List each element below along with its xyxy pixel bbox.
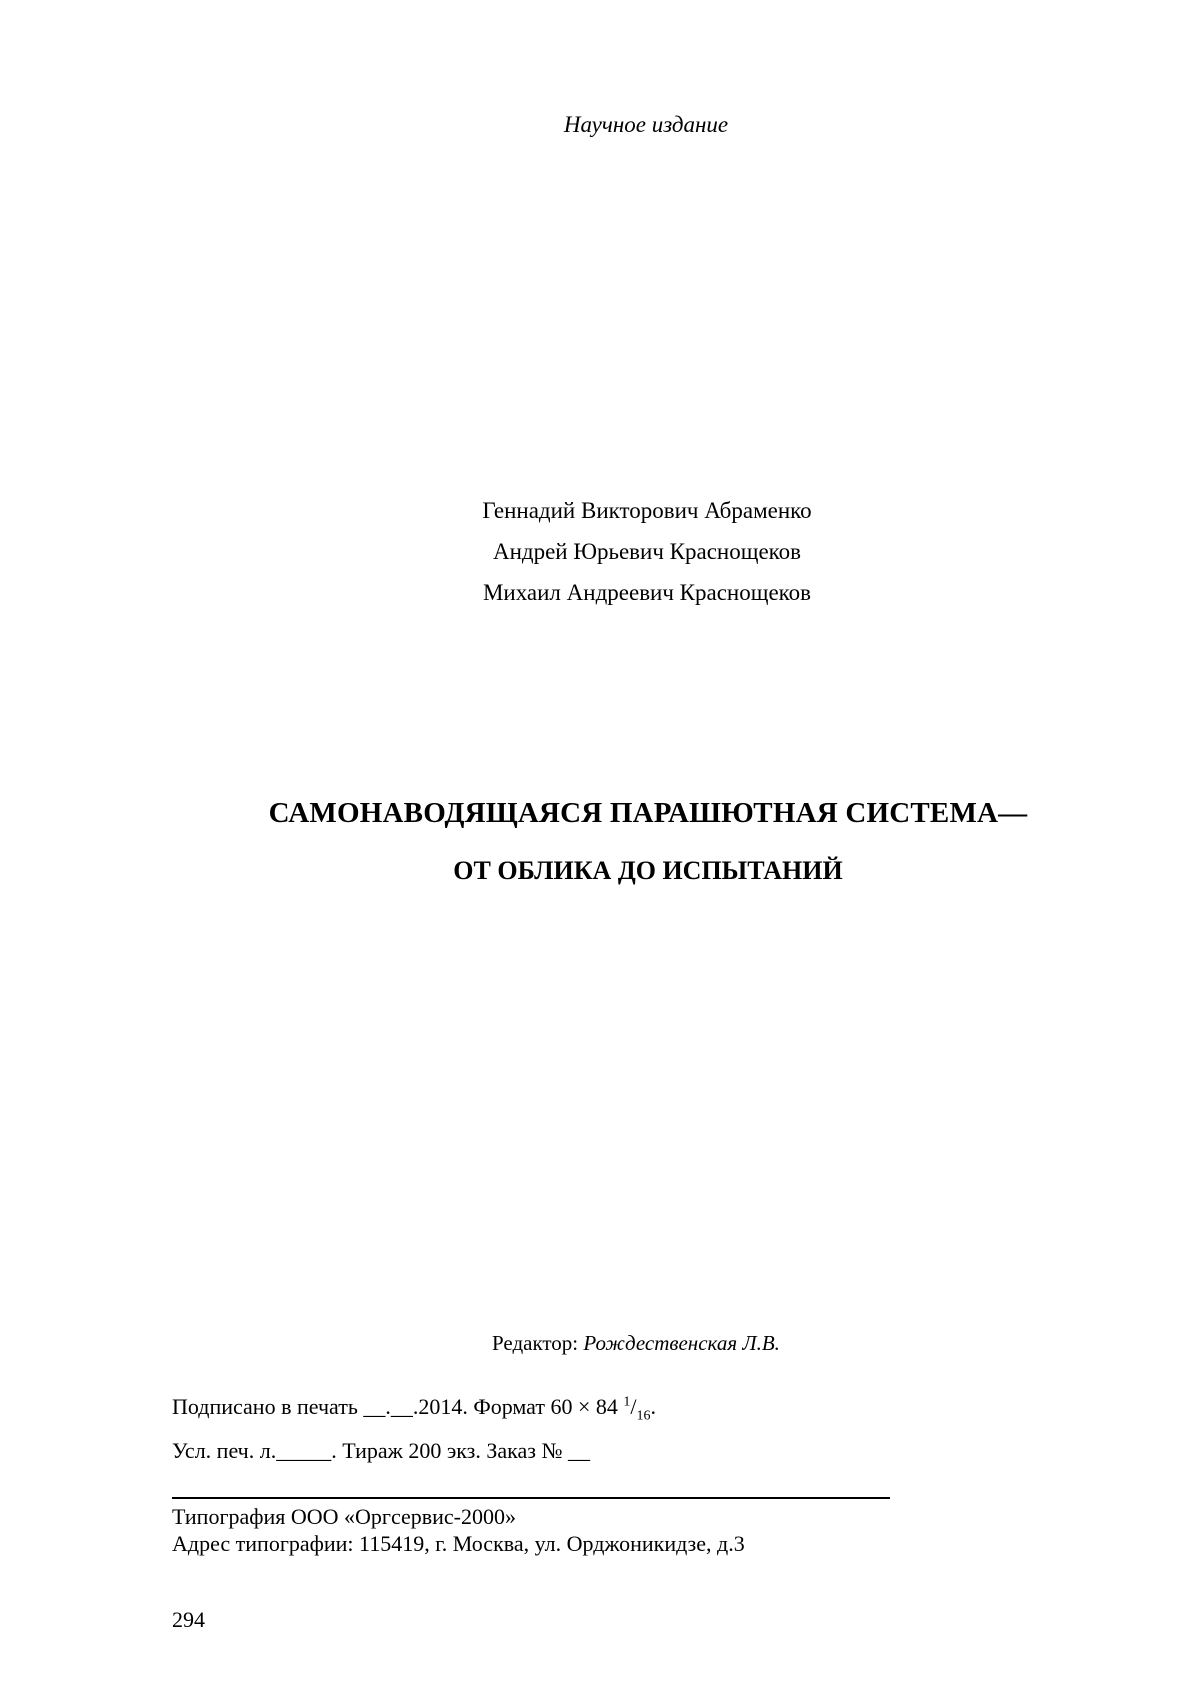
book-title-line-1: САМОНАВОДЯЩАЯСЯ ПАРАШЮТНАЯ СИСТЕМА—: [268, 797, 1028, 829]
page-number: 294: [172, 1607, 205, 1632]
divider-line: [172, 1497, 890, 1499]
author-name: Михаил Андреевич Краснощеков: [482, 580, 812, 605]
author-list: [0, 490, 1200, 613]
imprint-signed-text: Подписано в печать __.__.2014. Формат 60 × 84: [172, 1394, 624, 1419]
format-slash: /: [630, 1394, 637, 1419]
imprint-print-run: Усл. печ. л._____. Тираж 200 экз. Заказ № __: [172, 1438, 590, 1463]
format-denominator: 16: [636, 1408, 651, 1424]
format-end: .: [650, 1394, 657, 1419]
editor-label: Редактор:: [492, 1331, 584, 1355]
format-numerator: 1: [623, 1394, 631, 1410]
editor-credit: [492, 1331, 780, 1356]
printer-name: Типография ООО «Оргсервис-2000»: [172, 1504, 516, 1529]
author-name: Андрей Юрьевич Краснощеков: [492, 539, 802, 564]
imprint-signed-format: [172, 1394, 657, 1424]
printer-address: Адрес типографии: 115419, г. Москва, ул. Орджоникидзе, д.3: [172, 1531, 745, 1556]
edition-type: Научное издание: [563, 112, 729, 137]
editor-name: Рождественская Л.В.: [583, 1331, 780, 1355]
author-name: Геннадий Викторович Абраменко: [482, 498, 812, 523]
book-title-line-2: ОТ ОБЛИКА ДО ИСПЫТАНИЙ: [453, 856, 843, 885]
